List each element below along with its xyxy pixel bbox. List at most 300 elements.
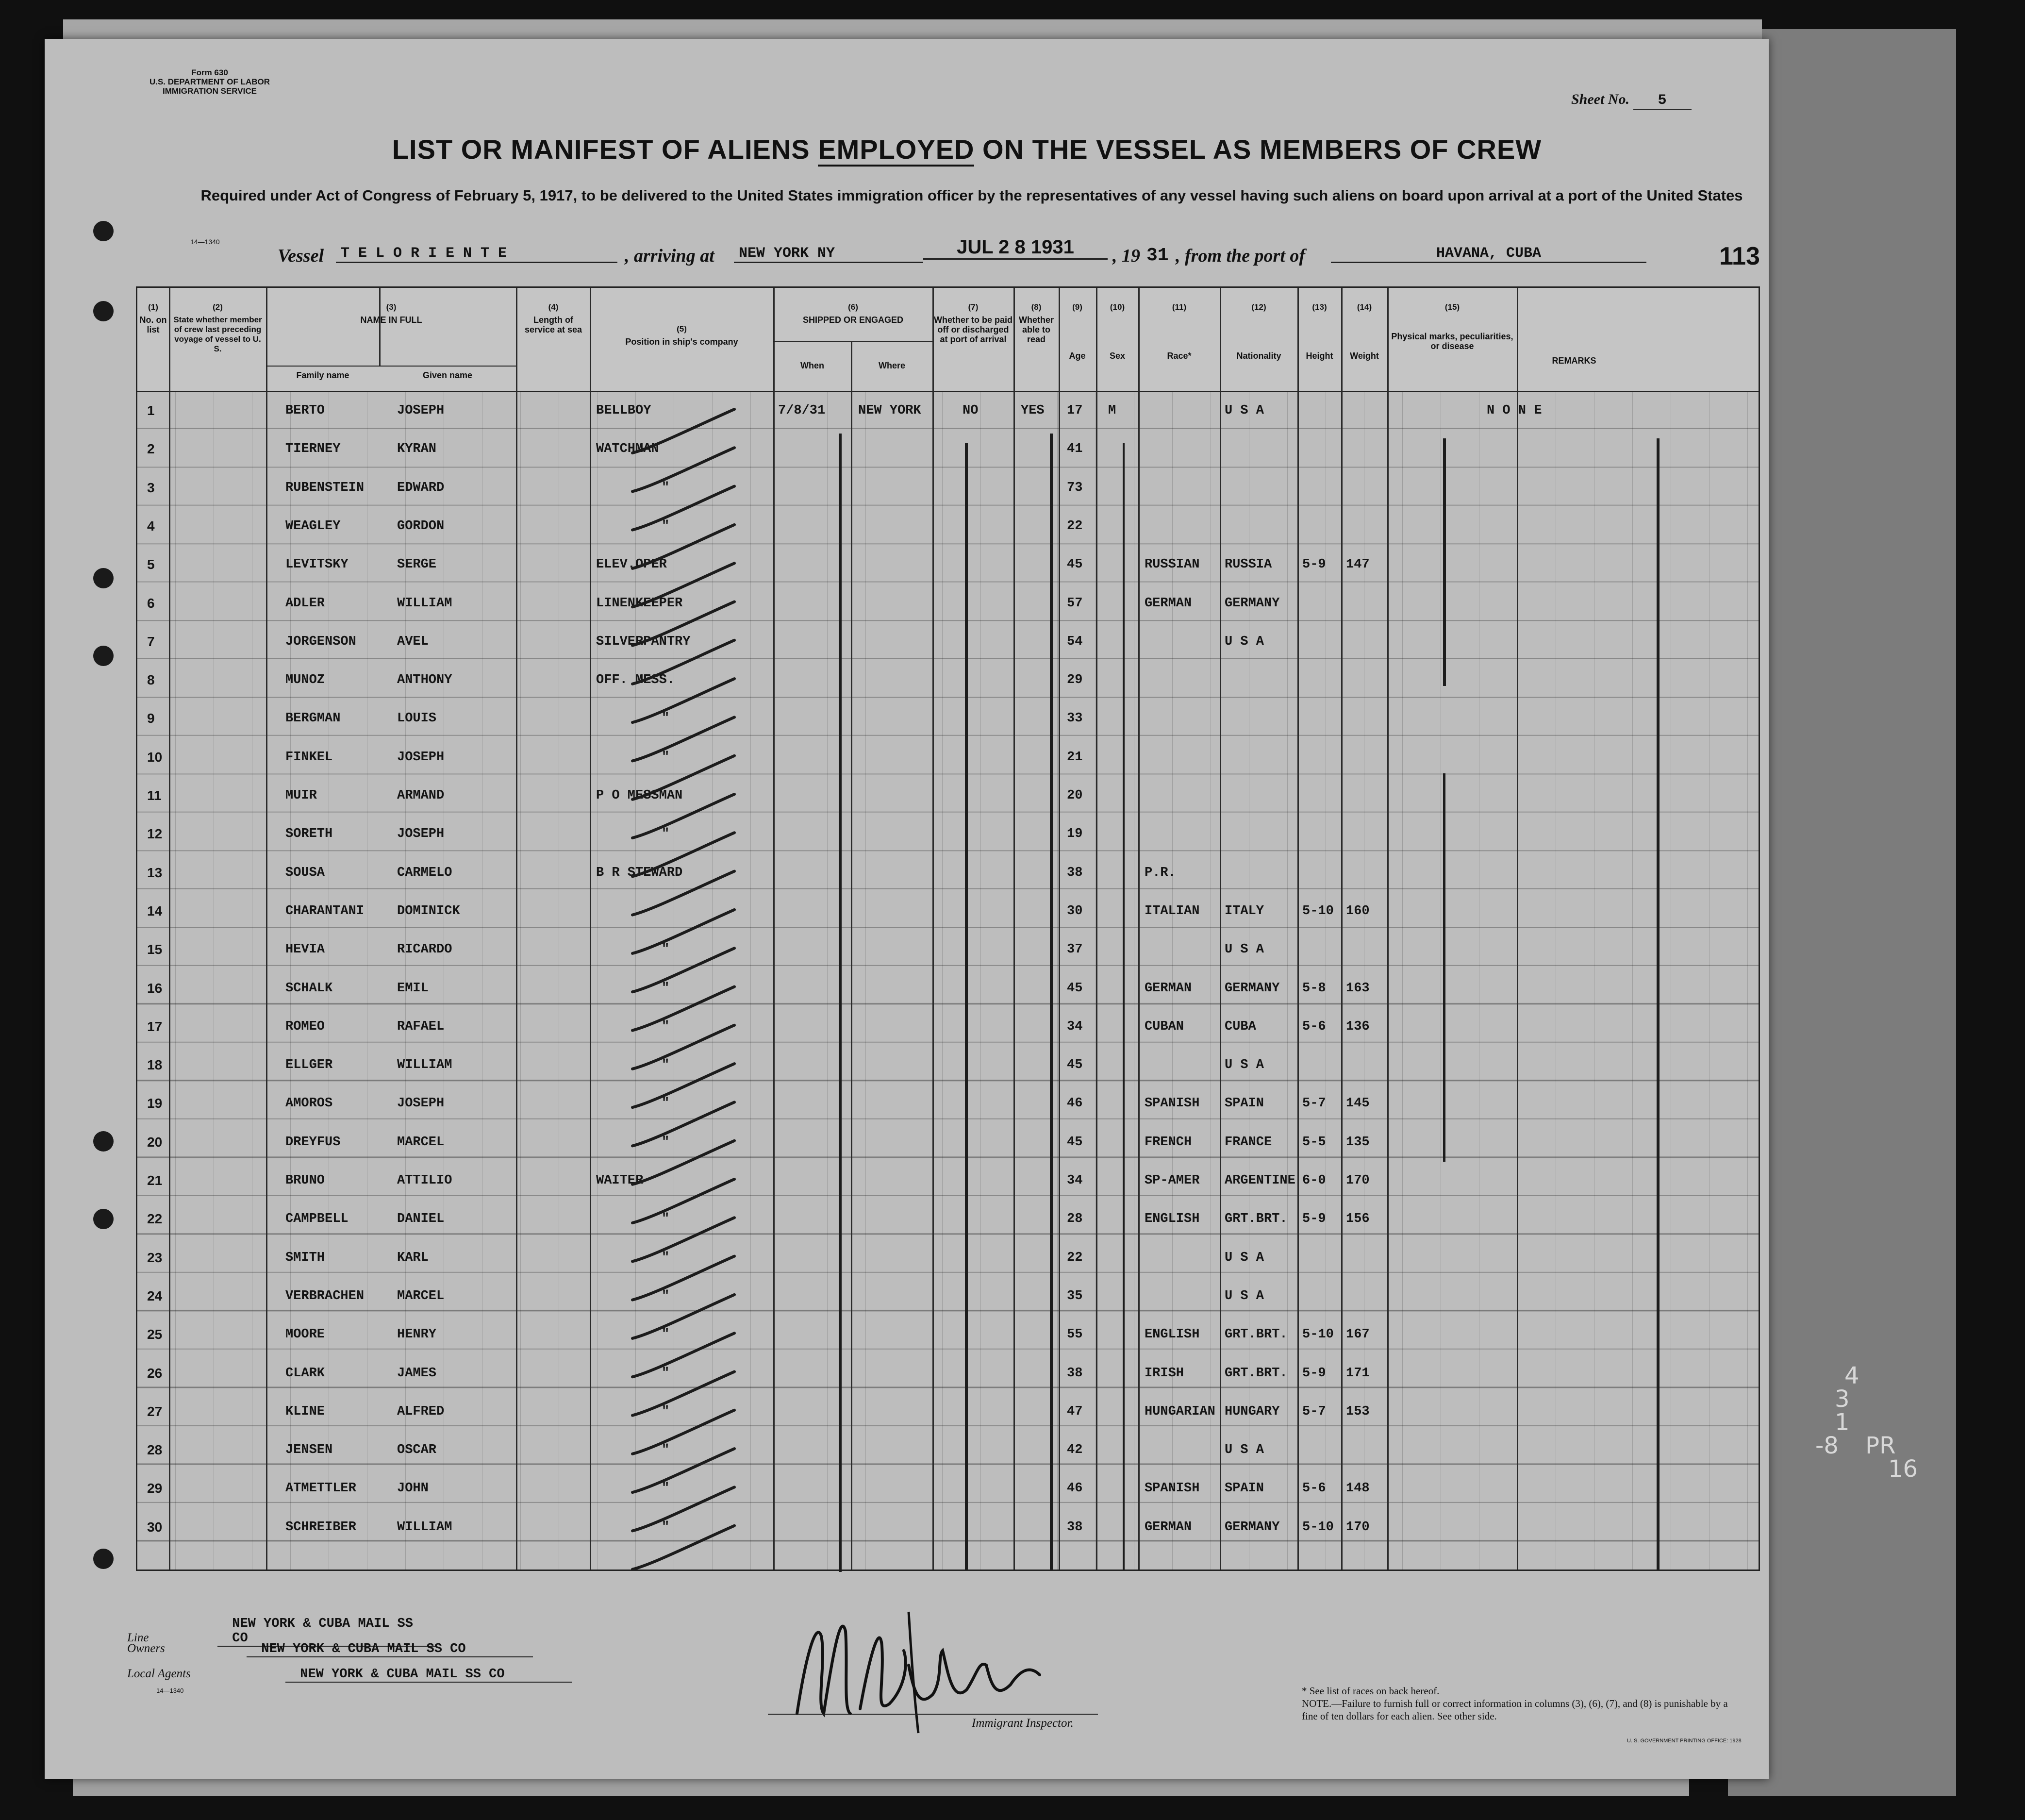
table-row (137, 827, 1759, 865)
nationality-cell: GERMANY (1225, 981, 1280, 996)
given-name-cell: KYRAN (397, 442, 437, 457)
ditto-line-nationality (1443, 438, 1446, 686)
table-row (137, 1443, 1759, 1481)
position-cell: SILVERPANTRY (596, 634, 691, 649)
family-name-cell: ATMETTLER (285, 1481, 356, 1496)
given-name-cell: HENRY (397, 1327, 437, 1342)
footer-agents (127, 1667, 572, 1683)
table-row (137, 673, 1759, 711)
arrival-port: NEW YORK NY (734, 245, 923, 263)
given-name-cell: DANIEL (397, 1212, 445, 1227)
service-checkmark (632, 717, 734, 761)
family-name-cell: JORGENSON (285, 634, 356, 649)
age-cell: 34 (1067, 1019, 1083, 1034)
col-header-position: (5) Position in ship's company (625, 324, 738, 347)
nationality-cell: GRT.BRT. (1225, 1327, 1288, 1342)
position-cell: P O MESSMAN (596, 788, 683, 803)
age-cell: 46 (1067, 1096, 1083, 1111)
position-cell: ELEV.OPER (596, 557, 667, 572)
given-name-cell: ANTHONY (397, 673, 452, 688)
nationality-cell: SPAIN (1225, 1096, 1264, 1111)
position-cell: " (662, 1519, 670, 1535)
age-cell: 30 (1067, 903, 1083, 918)
race-cell: SPANISH (1145, 1481, 1200, 1496)
nationality-cell: SPAIN (1225, 1481, 1264, 1496)
given-name-cell: ATTILIO (397, 1173, 452, 1188)
row-number-cell: 3 (147, 480, 155, 495)
position-cell: " (662, 1404, 670, 1419)
col-header-no: (1) No. on list (139, 302, 167, 334)
nationality-cell: U S A (1225, 634, 1264, 649)
footer-owners (127, 1642, 533, 1657)
col-header-read: (8) Whether able to read (1019, 302, 1054, 344)
sheet-number (1571, 91, 1692, 110)
inspector-signature-line (768, 1714, 1098, 1715)
given-name-cell: JOSEPH (397, 827, 445, 842)
table-row (137, 1058, 1759, 1096)
family-name-cell: VERBRACHEN (285, 1288, 365, 1303)
col-header-race: (11) Race* (1167, 302, 1192, 361)
weight-cell: 167 (1346, 1327, 1370, 1342)
nationality-cell: U S A (1225, 1288, 1264, 1303)
table-row (137, 1289, 1759, 1327)
table-row (137, 596, 1759, 634)
printer-imprint: U. S. GOVERNMENT PRINTING OFFICE: 1928 (1627, 1738, 1742, 1744)
col-header-nationality: (12) Nationality (1236, 302, 1281, 361)
age-cell: 35 (1067, 1288, 1083, 1303)
age-cell: 21 (1067, 750, 1083, 765)
table-row (137, 481, 1759, 519)
height-cell: 5-10 (1302, 1519, 1334, 1535)
service-checkmark (632, 1256, 734, 1300)
given-name-cell: ALFRED (397, 1404, 445, 1419)
table-row (137, 403, 1759, 442)
margin-pencil-notes (1806, 1364, 1918, 1481)
given-name-cell: JOSEPH (397, 750, 445, 765)
title-part: LIST OR MANIFEST OF ALIENS (392, 134, 818, 165)
table-row (137, 1327, 1759, 1366)
race-cell: SP-AMER (1145, 1173, 1200, 1188)
inspector-label: Immigrant Inspector. (972, 1717, 1074, 1730)
position-cell: " (662, 518, 670, 534)
row-number-cell: 9 (147, 711, 155, 726)
binder-hole (93, 568, 114, 588)
family-name-cell: TIERNEY (285, 442, 341, 457)
family-name-cell: KLINE (285, 1404, 325, 1419)
age-cell: 47 (1067, 1404, 1083, 1419)
height-cell: 6-0 (1302, 1173, 1326, 1188)
row-number-cell: 15 (147, 942, 163, 957)
position-cell: " (662, 942, 670, 957)
service-checkmark (632, 1295, 734, 1338)
row-number-cell: 28 (147, 1442, 163, 1458)
service-checkmark (632, 1102, 734, 1146)
service-checkmark (632, 525, 734, 568)
family-name-cell: JENSEN (285, 1443, 333, 1458)
race-cell: FRENCH (1145, 1135, 1192, 1150)
position-cell: " (662, 1135, 670, 1150)
weight-cell: 171 (1346, 1366, 1370, 1381)
position-cell: WATCHMAN (596, 442, 659, 457)
nationality-cell: U S A (1225, 942, 1264, 957)
height-cell: 5-9 (1302, 1366, 1326, 1381)
nationality-cell: GERMANY (1225, 596, 1280, 611)
family-name-cell: CAMPBELL (285, 1212, 349, 1227)
age-cell: 29 (1067, 673, 1083, 688)
position-cell: " (662, 1327, 670, 1342)
row-number-cell: 29 (147, 1481, 163, 1496)
given-name-cell: DOMINICK (397, 903, 460, 918)
line-value: NEW YORK & CUBA MAIL SS CO (217, 1617, 436, 1647)
vessel-label: Vessel (278, 246, 324, 266)
row-number-cell: 2 (147, 441, 155, 457)
footer-notes (1302, 1685, 1739, 1722)
age-cell: 54 (1067, 634, 1083, 649)
race-cell: HUNGARIAN (1145, 1404, 1215, 1419)
table-row (137, 1404, 1759, 1443)
age-cell: 45 (1067, 1058, 1083, 1073)
note-fine: NOTE.—Failure to furnish full or correct information in columns (3), (6), (7), and (8) is punishable by a fine of ten dollars for each alien. See other side. (1302, 1698, 1728, 1722)
row-number-cell: 13 (147, 865, 163, 880)
service-checkmark (632, 987, 734, 1031)
service-checkmark (632, 910, 734, 953)
col-header-height: (13) Height (1306, 302, 1333, 361)
given-name-cell: OSCAR (397, 1443, 437, 1458)
row-number-cell: 25 (147, 1327, 163, 1342)
agents-label: Local Agents (127, 1667, 191, 1680)
weight-cell: 135 (1346, 1135, 1370, 1150)
row-number-cell: 4 (147, 518, 155, 534)
line-label: Line (127, 1631, 149, 1644)
family-name-cell: RUBENSTEIN (285, 480, 365, 495)
family-name-cell: MOORE (285, 1327, 325, 1342)
row-number-cell: 12 (147, 826, 163, 842)
row-number-cell: 5 (147, 557, 155, 572)
row-number-cell: 17 (147, 1019, 163, 1034)
position-cell: " (662, 711, 670, 726)
family-name-cell: BRUNO (285, 1173, 325, 1188)
pencil-note: -8 (1815, 1432, 1839, 1459)
row-number-cell: 22 (147, 1211, 163, 1227)
position-cell: " (662, 827, 670, 842)
service-checkmark (632, 1487, 734, 1531)
given-name-cell: RICARDO (397, 942, 452, 957)
service-checkmark (632, 871, 734, 915)
nationality-cell: FRANCE (1225, 1135, 1272, 1150)
year-value: 31 (1146, 245, 1169, 266)
arrival-date-stamp: JUL 2 8 1931 (923, 236, 1108, 260)
age-cell: 33 (1067, 711, 1083, 726)
table-row (137, 1251, 1759, 1289)
family-name-cell: CHARANTANI (285, 903, 365, 918)
shipped-where-cell: NEW YORK (858, 403, 921, 418)
ditto-line-paid-off (1050, 434, 1053, 1570)
header-subrule (773, 341, 932, 342)
position-cell: WAITER (596, 1173, 644, 1188)
row-number-cell: 10 (147, 749, 163, 765)
page-title (384, 134, 1549, 165)
row-number-cell: 24 (147, 1288, 163, 1303)
row-number-cell: 16 (147, 980, 163, 996)
family-name-cell: MUIR (285, 788, 317, 803)
height-cell: 5-9 (1302, 1212, 1326, 1227)
service-checkmark (632, 1333, 734, 1377)
nationality-cell: ARGENTINE (1225, 1173, 1295, 1188)
row-number-cell: 19 (147, 1096, 163, 1111)
family-name-cell: ADLER (285, 596, 325, 611)
given-name-cell: RAFAEL (397, 1019, 445, 1034)
vessel-name: T E L O R I E N T E (336, 245, 617, 263)
family-name-cell: CLARK (285, 1366, 325, 1381)
arriving-label: , arriving at (625, 246, 714, 266)
pencil-note: 3 (1835, 1386, 1850, 1413)
checkmarks (623, 404, 841, 1570)
given-name-cell: JOHN (397, 1481, 429, 1496)
col-header-family-name: Family name (296, 370, 349, 380)
position-cell: " (662, 1096, 670, 1111)
age-cell: 45 (1067, 981, 1083, 996)
height-cell: 5-7 (1302, 1096, 1326, 1111)
position-cell: " (662, 1443, 670, 1458)
age-cell: 38 (1067, 1366, 1083, 1381)
service-checkmark (632, 409, 734, 453)
agents-code: 14—1340 (156, 1687, 184, 1694)
service-checkmark (632, 563, 734, 607)
col-header-given-name: Given name (422, 370, 473, 380)
given-name-cell: JOSEPH (397, 403, 445, 418)
service-checkmark (632, 794, 734, 838)
family-name-cell: FINKEL (285, 750, 333, 765)
position-cell: " (662, 1058, 670, 1073)
page-number: 113 (1719, 242, 1760, 270)
weight-cell: 160 (1346, 903, 1370, 918)
position-cell: " (662, 1481, 670, 1496)
age-cell: 38 (1067, 865, 1083, 880)
nationality-cell: RUSSIA (1225, 557, 1272, 572)
service-checkmark (632, 1449, 734, 1492)
binder-hole (93, 301, 114, 321)
given-name-cell: EDWARD (397, 480, 445, 495)
table-row (137, 1481, 1759, 1519)
given-name-cell: GORDON (397, 518, 445, 534)
nationality-cell: GRT.BRT. (1225, 1212, 1288, 1227)
position-cell: BELLBOY (596, 403, 651, 418)
age-cell: 45 (1067, 557, 1083, 572)
row-number-cell: 27 (147, 1403, 163, 1419)
service-checkmark (632, 1372, 734, 1416)
ditto-line-nationality (1443, 773, 1445, 1162)
pencil-note: 4 (1844, 1362, 1859, 1389)
position-cell: " (662, 1212, 670, 1227)
weight-cell: 170 (1346, 1173, 1370, 1188)
sheet-number-label: Sheet No. (1571, 91, 1629, 107)
col-header-weight: (14) Weight (1350, 302, 1379, 361)
age-cell: 45 (1067, 1135, 1083, 1150)
nationality-cell: U S A (1225, 1250, 1264, 1265)
row-number-cell: 1 (147, 403, 155, 418)
family-name-cell: SCHREIBER (285, 1519, 356, 1535)
position-cell: " (662, 1250, 670, 1265)
family-name-cell: DREYFUS (285, 1135, 341, 1150)
table-row (137, 1019, 1759, 1058)
family-name-cell: HEVIA (285, 942, 325, 957)
binder-hole (93, 1549, 114, 1569)
position-cell: " (662, 750, 670, 765)
table-row (137, 519, 1759, 557)
service-checkmark (632, 486, 734, 530)
inspector-signature (787, 1592, 1059, 1738)
race-cell: GERMAN (1145, 1519, 1192, 1535)
height-cell: 5-10 (1302, 903, 1334, 918)
department-name: U.S. DEPARTMENT OF LABOR (149, 77, 270, 86)
binder-hole (93, 1131, 114, 1152)
weight-cell: 136 (1346, 1019, 1370, 1034)
given-name-cell: CARMELO (397, 865, 452, 880)
age-cell: 28 (1067, 1212, 1083, 1227)
race-cell: ENGLISH (1145, 1212, 1200, 1227)
family-name-cell: ELLGER (285, 1058, 333, 1073)
given-name-cell: EMIL (397, 981, 429, 996)
table-row (137, 557, 1759, 596)
table-row (137, 750, 1759, 788)
column-divider (379, 288, 381, 366)
table-row (137, 1173, 1759, 1212)
form-code: 14—1340 (190, 238, 220, 246)
position-cell: " (662, 1288, 670, 1303)
age-cell: 73 (1067, 480, 1083, 495)
title-part: ON THE VESSEL AS MEMBERS OF CREW (974, 134, 1542, 165)
family-name-cell: AMOROS (285, 1096, 333, 1111)
form-number: Form 630 (191, 68, 228, 77)
race-cell: P.R. (1145, 865, 1176, 880)
service-checkmark (632, 1025, 734, 1069)
table-row (137, 1366, 1759, 1404)
service-checkmark (632, 948, 734, 992)
weight-cell: 153 (1346, 1404, 1370, 1419)
family-name-cell: SCHALK (285, 981, 333, 996)
position-cell: B R STEWARD (596, 865, 683, 880)
manifest-sheet (45, 39, 1769, 1779)
age-cell: 41 (1067, 442, 1083, 457)
family-name-cell: MUNOZ (285, 673, 325, 688)
service-checkmark (632, 1410, 734, 1454)
race-cell: RUSSIAN (1145, 557, 1200, 572)
pencil-note: PR (1865, 1432, 1896, 1459)
shipped-when-cell: 7/8/31 (778, 403, 826, 418)
col-header-physical-marks: (15) Physical marks, peculiarities, or disease (1391, 302, 1513, 351)
service-checkmark (632, 640, 734, 684)
row-number-cell: 20 (147, 1134, 163, 1150)
age-cell: 19 (1067, 827, 1083, 842)
departure-port: HAVANA, CUBA (1331, 245, 1646, 263)
pencil-note: 16 (1888, 1455, 1918, 1483)
table-row (137, 1096, 1759, 1135)
position-cell: " (662, 1366, 670, 1381)
height-cell: 5-9 (1302, 557, 1326, 572)
row-number-cell: 6 (147, 595, 155, 611)
paid-off-cell: NO (963, 403, 979, 418)
year-prefix: , 19 (1112, 246, 1140, 266)
weight-cell: 148 (1346, 1481, 1370, 1496)
nationality-cell: ITALY (1225, 903, 1264, 918)
row-number-cell: 26 (147, 1365, 163, 1381)
nationality-cell: GERMANY (1225, 1519, 1280, 1535)
given-name-cell: WILLIAM (397, 596, 452, 611)
ditto-line-marks (1657, 438, 1660, 1570)
owners-label: Owners (127, 1642, 165, 1655)
service-checkmark (632, 833, 734, 876)
given-name-cell: LOUIS (397, 711, 437, 726)
weight-cell: 170 (1346, 1519, 1370, 1535)
legal-subtitle: Required under Act of Congress of February 5, 1917, to be delivered to the United States immigration officer by the representatives of any vessel having such aliens on board upon arrival at a port of the United States (200, 187, 1743, 204)
able-to-read-cell: YES (1021, 403, 1045, 418)
given-name-cell: AVEL (397, 634, 429, 649)
position-cell: " (662, 480, 670, 495)
row-number-cell: 23 (147, 1250, 163, 1265)
age-cell: 17 (1067, 403, 1083, 418)
row-number-cell: 30 (147, 1519, 163, 1535)
age-cell: 55 (1067, 1327, 1083, 1342)
position-cell: " (662, 981, 670, 996)
table-row (137, 788, 1759, 827)
family-name-cell: SOUSA (285, 865, 325, 880)
family-name-cell: ROMEO (285, 1019, 325, 1034)
table-row (137, 711, 1759, 750)
col-header-paid-off: (7) Whether to be paid off or discharged at port of arrival (934, 302, 1012, 344)
table-row (137, 904, 1759, 942)
nationality-cell: GRT.BRT. (1225, 1366, 1288, 1381)
given-name-cell: SERGE (397, 557, 437, 572)
weight-cell: 147 (1346, 557, 1370, 572)
given-name-cell: MARCEL (397, 1135, 445, 1150)
binder-hole (93, 221, 114, 241)
service-checkmark (632, 448, 734, 491)
height-cell: 5-6 (1302, 1019, 1326, 1034)
race-cell: CUBAN (1145, 1019, 1184, 1034)
weight-cell: 156 (1346, 1212, 1370, 1227)
owners-value: NEW YORK & CUBA MAIL SS CO (247, 1642, 533, 1657)
col-header-shipped: (6) SHIPPED OR ENGAGED (802, 302, 904, 325)
col-header-last-voyage: (2) State whether member of crew last preceding voyage of vessel to U. S. (173, 302, 262, 353)
col-header-age: (9) Age (1069, 302, 1086, 361)
table-row (137, 1212, 1759, 1250)
binder-hole (93, 646, 114, 666)
height-cell: 5-6 (1302, 1481, 1326, 1496)
table-row (137, 1520, 1759, 1558)
title-underlined: EMPLOYED (818, 134, 974, 167)
agents-value: NEW YORK & CUBA MAIL SS CO (285, 1667, 572, 1683)
age-cell: 22 (1067, 1250, 1083, 1265)
family-name-cell: LEVITSKY (285, 557, 349, 572)
weight-cell: 163 (1346, 981, 1370, 996)
age-cell: 20 (1067, 788, 1083, 803)
col-header-where: Where (878, 361, 905, 370)
from-port-label: , from the port of (1176, 246, 1306, 266)
age-cell: 34 (1067, 1173, 1083, 1188)
service-checkmark (632, 756, 734, 800)
col-header-sex: (10) Sex (1109, 302, 1126, 361)
table-row (137, 634, 1759, 673)
height-cell: 5-8 (1302, 981, 1326, 996)
position-cell: " (662, 1019, 670, 1034)
col-header-when: When (800, 361, 824, 370)
service-checkmark (632, 602, 734, 646)
race-cell: ENGLISH (1145, 1327, 1200, 1342)
service-checkmark (632, 1064, 734, 1107)
age-cell: 42 (1067, 1443, 1083, 1458)
race-cell: GERMAN (1145, 981, 1192, 996)
family-name-cell: SORETH (285, 827, 333, 842)
